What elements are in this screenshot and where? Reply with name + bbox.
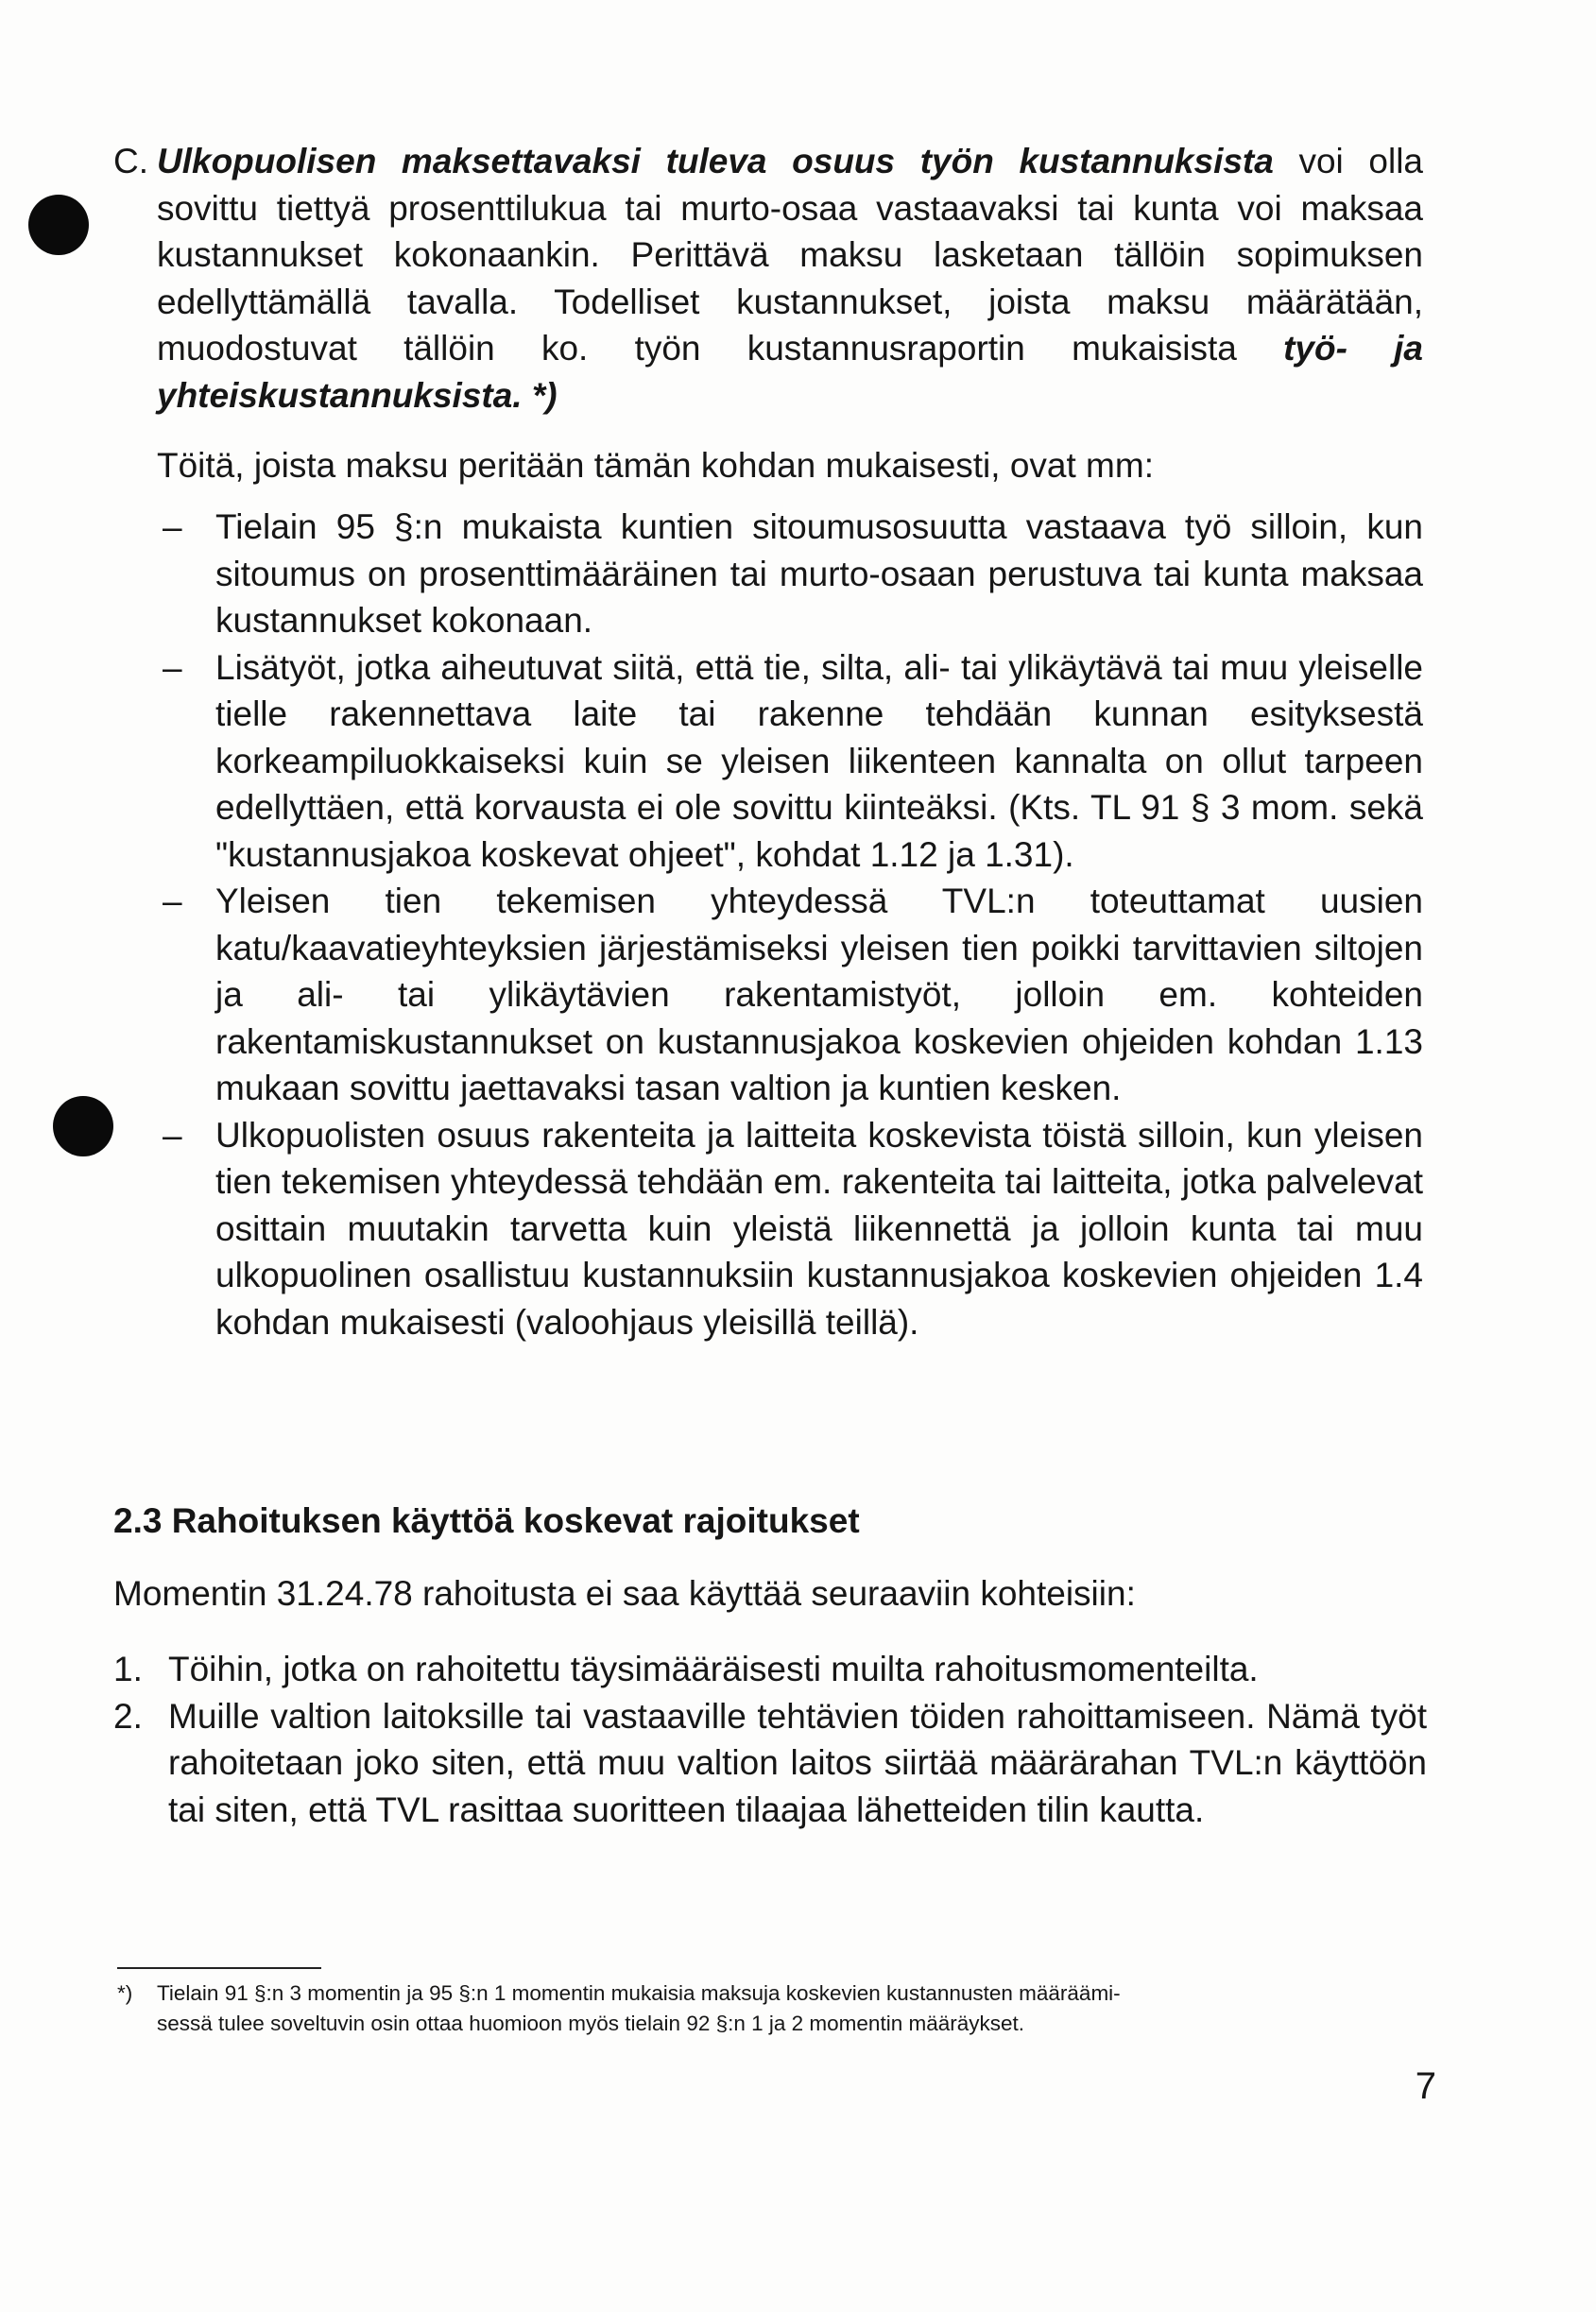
footnote-divider [117,1967,321,1969]
footnote-line [117,1978,1431,2009]
section-c-text: voi olla sovittu tiettyä prosenttilukua tai murto-osaa vastaavaksi tai kunta voi maksaa kustannukset kokonaankin. Perittävä maksu lasketaan tällöin sopimuksen edellyttämällä tavalla. Todelliset kustannukset, joista maksu määrätään, muodostuvat tällöin ko. työn kustannusraportin mukaisista [157,142,1423,368]
numbered-list [113,1646,1427,1833]
section-heading: 2.3 Rahoituksen käyttöä koskevat rajoitukset [113,1501,860,1540]
footnote-mark: *) [117,1981,133,2005]
list-intro: Töitä, joista maksu peritään tämän kohdan mukaisesti, ovat mm: [157,446,1154,485]
dash-marker: – [163,647,182,687]
list-item-text: Töihin, jotka on rahoitettu täysimääräisesti muilta rahoitusmomenteilta. [168,1650,1259,1688]
list-item [163,878,1423,1112]
list-item [163,644,1423,879]
section-c-tail: työ- ja yhteiskustannuksista. [157,329,1424,415]
footnote-reference: *) [522,375,558,415]
list-item-text: Yleisen tien tekemisen yhteydessä TVL:n toteuttamat uusien katu/kaavatieyhteyksien järjestämiseksi yleisen tien poikki tarvittavien siltojen ja ali- tai ylikäytävien rakentamistyöt, jolloin em. kohteiden rakentamiskustannukset on kustannusjakoa koskevien ohjeiden kohdan 1.13 mukaan sovittu jaettavaksi tasan valtion ja kuntien kesken. [215,882,1423,1107]
number-marker: 1. [113,1650,143,1688]
list-item-text: Ulkopuolisten osuus rakenteita ja laitteita koskevista töistä silloin, kun yleisen tien tekemisen yhteydessä tehdään em. rakenteita tai laitteita, jotka palvelevat osittain muutakin tarvetta kuin yleistä liikennettä ja jolloin kunta tai muu ulkopuolinen osallistuu kustannuksiin kustannusjakoa koskevien ohjeiden 1.4 kohdan mukaisesti (valoohjaus yleisillä teillä). [215,1115,1423,1342]
section-c-lead: Ulkopuolisen maksettavaksi tuleva osuus työn kustannuksista [157,142,1274,180]
list-item [163,504,1423,644]
punch-hole-mark [28,195,89,255]
list-item-text: Muille valtion laitoksille tai vastaaville tehtävien töiden rahoittamiseen. Nämä työt rahoitetaan joko siten, että muu valtion laitos siirtää määrärahan TVL:n käyttöön tai siten, että TVL rasittaa suoritteen tilaajaa lähetteiden tilin kautta. [168,1696,1427,1829]
footnote-text: Tielain 91 §:n 3 momentin ja 95 §:n 1 momentin mukaisia maksuja koskevien kustannusten määräämi- [157,1981,1121,2005]
dash-marker: – [163,507,182,546]
list-item [113,1693,1427,1834]
dash-list [163,504,1423,1345]
section-c-paragraph [157,138,1423,419]
section-c-label: C. [113,142,148,180]
page-number: 7 [1415,2065,1436,2107]
section-intro: Momentin 31.24.78 rahoitusta ei saa käyttää seuraaviin kohteisiin: [113,1574,1136,1613]
list-item [163,1112,1423,1346]
footnote-line: sessä tulee soveltuvin osin ottaa huomioon myös tielain 92 §:n 1 ja 2 momentin määräykset. [157,2012,1024,2035]
punch-hole-mark [53,1096,113,1156]
footnote [117,1978,1431,2039]
list-item [113,1646,1427,1693]
dash-marker: – [163,1115,182,1155]
list-item-text: Lisätyöt, jotka aiheutuvat siitä, että tie, silta, ali- tai ylikäytävä tai muu yleiselle tielle rakennettava laite tai rakenne tehdään kunnan esityksestä korkeampiluokkaiseksi kuin se yleisen liikenteen kannalta on ollut tarpeen edellyttäen, että korvausta ei ole sovittu kiinteäksi. (Kts. TL 91 § 3 mom. sekä "kustannusjakoa koskevat ohjeet", kohdat 1.12 ja 1.31). [215,647,1423,874]
number-marker: 2. [113,1696,143,1736]
dash-marker: – [163,882,182,920]
list-item-text: Tielain 95 §:n mukaista kuntien sitoumusosuutta vastaava työ silloin, kun sitoumus on prosenttimääräinen tai murto-osaan perustuva tai kunta maksaa kustannukset kokonaan. [215,507,1423,640]
